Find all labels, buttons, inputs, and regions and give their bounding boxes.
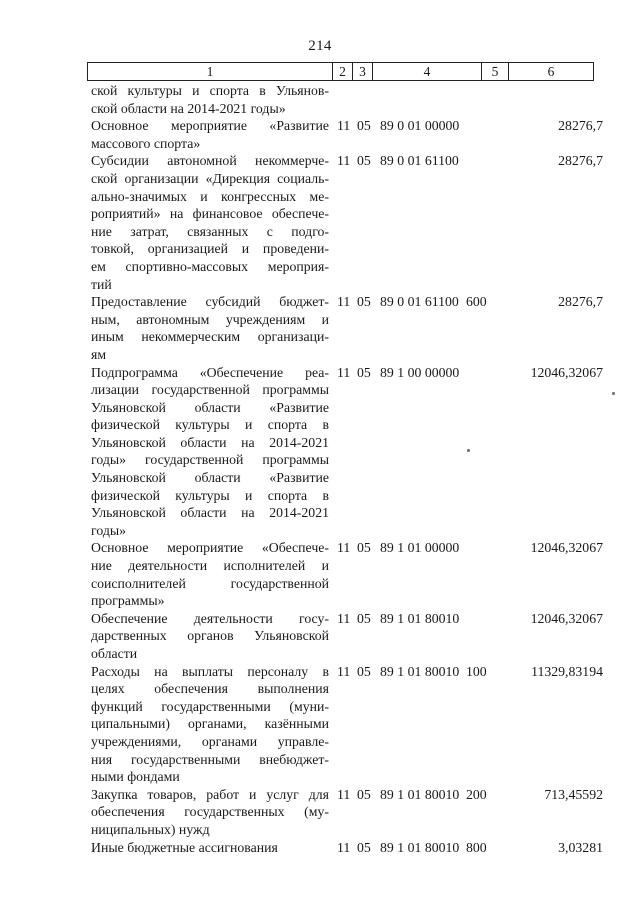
column-header-table: [87, 62, 594, 81]
description-line: целях обеспечения выполнения: [91, 681, 329, 697]
description-line: Предоставление субсидий бюджет-: [91, 294, 329, 310]
row-amount: 28276,7: [558, 153, 603, 169]
row-target-article: 89 1 01 80010: [380, 610, 460, 626]
description-line: годы»: [91, 522, 127, 538]
table-row: [91, 152, 603, 293]
scan-speck: [467, 449, 470, 452]
description-line: тий: [91, 276, 112, 292]
column-header-csr: 4: [373, 63, 482, 81]
description-line: ниципальных) нужд: [91, 821, 210, 837]
description-line: функций государственными (муни-: [91, 698, 329, 714]
row-target-article: 89 1 01 80010: [380, 663, 460, 679]
row-description: [91, 663, 329, 786]
row-amount: 12046,32067: [530, 610, 603, 626]
description-line: Субсидии автономной некоммерче-: [91, 153, 329, 169]
description-line: физической культуры и спорта в: [91, 417, 329, 433]
table-row: [91, 786, 603, 839]
row-description: [91, 117, 329, 152]
description-line: Иные бюджетные ассигнования: [91, 839, 278, 855]
description-line: ние затрат, связанных с подго-: [91, 223, 329, 239]
description-line: товкой, организацией и проведени-: [91, 241, 329, 257]
description-line: физической культуры и спорта в: [91, 487, 329, 503]
row-amount: 12046,32067: [530, 364, 603, 380]
description-line: Подпрограмма «Обеспечение реа-: [91, 364, 329, 380]
table-row: [91, 117, 603, 152]
description-line: ным, автономным учреждениям и: [91, 311, 329, 327]
row-podrazdel: 05: [357, 540, 371, 556]
table-row: [91, 364, 603, 540]
row-description: [91, 539, 329, 609]
description-line: иным некоммерческим организаци-: [91, 329, 329, 345]
description-line: учреждениями, органами управле-: [91, 733, 329, 749]
row-amount: 28276,7: [558, 118, 603, 134]
table-row: [91, 839, 603, 857]
description-line: Ульяновской области «Развитие: [91, 470, 329, 486]
description-line: Основное мероприятие «Обеспече-: [91, 540, 329, 556]
row-expense-type: 100: [466, 663, 487, 679]
description-line: Обеспечение деятельности госу-: [91, 610, 329, 626]
row-razdel: 11: [337, 610, 351, 626]
row-target-article: 89 0 01 61100: [380, 153, 459, 169]
row-amount: 12046,32067: [530, 540, 603, 556]
row-razdel: 11: [337, 118, 351, 134]
scan-speck: [612, 392, 615, 395]
row-description: [91, 786, 329, 839]
row-target-article: 89 1 01 00000: [380, 540, 460, 556]
row-amount: 3,03281: [558, 839, 603, 855]
description-line: области: [91, 646, 138, 661]
description-line: ными фондами: [91, 769, 180, 785]
budget-table-body: [91, 82, 603, 856]
description-line: обеспечения государственных (му-: [91, 804, 329, 820]
description-line: ципальными) органами, казёнными: [91, 716, 329, 732]
column-header-vr: 5: [482, 63, 509, 81]
column-header-razdel: 2: [333, 63, 353, 81]
description-line: дарственных органов Ульяновской: [91, 628, 329, 644]
row-expense-type: 600: [466, 294, 487, 310]
row-amount: 713,45592: [544, 786, 603, 802]
row-razdel: 11: [337, 364, 351, 380]
row-podrazdel: 05: [357, 118, 371, 134]
row-razdel: 11: [337, 786, 351, 802]
row-razdel: 11: [337, 663, 351, 679]
row-amount: 11329,83194: [531, 663, 603, 679]
description-line: ям: [91, 346, 107, 362]
row-razdel: 11: [337, 153, 351, 169]
row-podrazdel: 05: [357, 786, 371, 802]
description-line: ния государственными внебюджет-: [91, 751, 329, 767]
description-line: ской культуры и спорта в Ульянов-: [91, 83, 329, 98]
row-podrazdel: 05: [357, 364, 371, 380]
column-header-description: 1: [88, 63, 333, 81]
description-line: Расходы на выплаты персоналу в: [91, 663, 329, 679]
description-line: ально-значимых и конгрессных ме-: [91, 188, 329, 204]
description-line: Ульяновской области на 2014-2021: [91, 434, 329, 450]
row-expense-type: 200: [466, 786, 487, 802]
row-description: [91, 82, 329, 117]
description-line: ской области на 2014-2021 годы»: [91, 100, 286, 116]
description-line: соисполнителей государственной: [91, 575, 329, 591]
description-line: Основное мероприятие «Развитие: [91, 118, 329, 134]
description-line: Ульяновской области «Развитие: [91, 399, 329, 415]
description-line: ской организации «Дирекция социаль-: [91, 170, 329, 186]
description-line: лизации государственной программы: [91, 382, 329, 398]
description-line: годы» государственной программы: [91, 452, 329, 468]
row-target-article: 89 0 01 00000: [380, 118, 460, 134]
description-line: программы»: [91, 593, 165, 609]
row-podrazdel: 05: [357, 839, 371, 855]
column-header-podrazdel: 3: [353, 63, 373, 81]
description-line: Закупка товаров, работ и услуг для: [91, 786, 329, 802]
row-podrazdel: 05: [357, 294, 371, 310]
row-razdel: 11: [337, 294, 351, 310]
row-amount: 28276,7: [558, 294, 603, 310]
table-row: [91, 82, 603, 117]
row-podrazdel: 05: [357, 663, 371, 679]
row-razdel: 11: [337, 540, 351, 556]
description-line: ем спортивно-массовых мероприя-: [91, 258, 329, 274]
table-row: [91, 293, 603, 363]
row-target-article: 89 1 01 80010: [380, 786, 460, 802]
row-description: [91, 610, 329, 663]
column-header-row: [88, 63, 594, 81]
page-number: 214: [308, 38, 332, 54]
row-podrazdel: 05: [357, 153, 371, 169]
row-target-article: 89 0 01 61100: [380, 294, 459, 310]
column-header-sum: 6: [509, 63, 594, 81]
table-row: [91, 610, 603, 663]
row-description: [91, 364, 329, 540]
row-target-article: 89 1 01 80010: [380, 839, 460, 855]
table-row: [91, 663, 603, 786]
row-description: [91, 152, 329, 293]
description-line: Ульяновской области на 2014-2021: [91, 505, 329, 521]
description-line: ние деятельности исполнителей и: [91, 558, 329, 574]
row-razdel: 11: [337, 839, 351, 855]
table-row: [91, 539, 603, 609]
row-description: [91, 293, 329, 363]
description-line: роприятий» на финансовое обеспече-: [91, 206, 329, 222]
row-podrazdel: 05: [357, 610, 371, 626]
row-expense-type: 800: [466, 839, 487, 855]
description-line: массового спорта»: [91, 135, 201, 151]
row-target-article: 89 1 00 00000: [380, 364, 460, 380]
row-description: [91, 839, 329, 857]
